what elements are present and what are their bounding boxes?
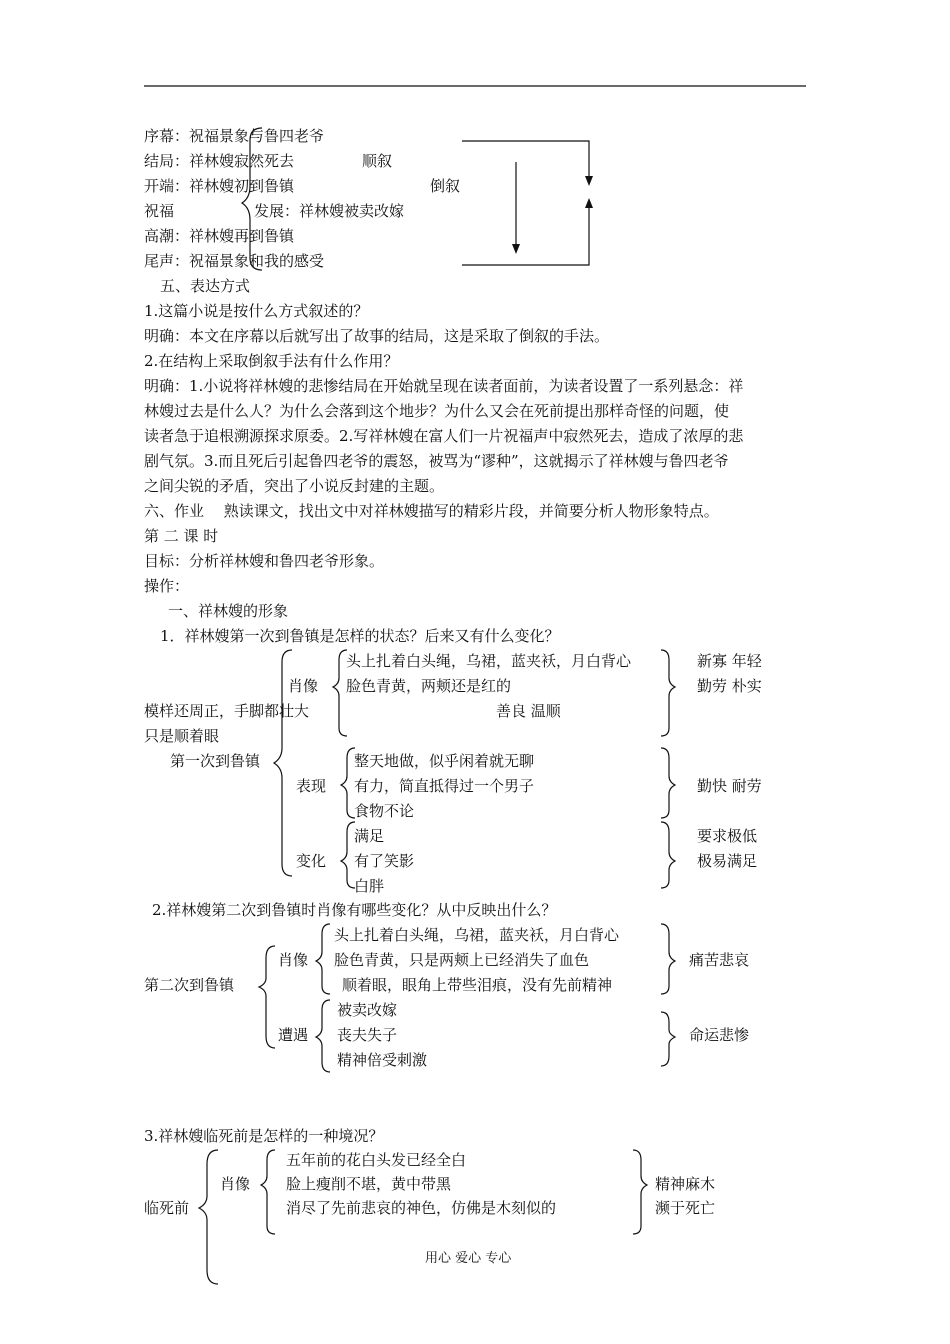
structure-prologue: 序幕：祝福景象与鲁四老爷 xyxy=(144,127,325,145)
first-portrait-3: 模样还周正，手脚都壮大 xyxy=(144,702,310,720)
second-visit-title: 第二次到鲁镇 xyxy=(144,976,235,994)
second-portrait-result: 痛苦悲哀 xyxy=(689,951,750,969)
operation: 操作： xyxy=(144,577,190,595)
arrow-up-icon xyxy=(585,198,593,208)
near-death-main-brace xyxy=(199,1150,218,1284)
zaoyu-right-brace xyxy=(661,1012,675,1066)
second-portrait-2: 脸色青黄，只是两颊上已经消失了血色 xyxy=(334,951,590,969)
second-portrait-1: 头上扎着白头绳，乌裙，蓝夹袄，月白背心 xyxy=(334,926,620,944)
sub-heading-1: 一、祥林嫂的形象 xyxy=(168,602,289,620)
structure-epilogue: 尾声：祝福景象和我的感受 xyxy=(144,252,325,270)
label-bianhua: 变化 xyxy=(296,852,327,870)
near-death-portrait-3: 消尽了先前悲哀的神色，仿佛是木刻似的 xyxy=(286,1199,557,1217)
bianhua-left-brace xyxy=(341,822,355,888)
xiaoxiang2-right-brace xyxy=(661,924,675,994)
structure-ending: 结局：祥林嫂寂然死去 xyxy=(144,152,295,170)
behavior-1: 整天地做，似乎闲着就无聊 xyxy=(354,752,535,770)
change-3: 白胖 xyxy=(354,877,385,895)
structure-climax: 高潮：祥林嫂再到鲁镇 xyxy=(144,227,295,245)
arrow-down-middle-icon xyxy=(512,244,520,254)
section5-a2-line2: 林嫂过去是什么人？为什么会落到这个地步？为什么又会在死前提出那样奇怪的问题，使 xyxy=(144,402,730,420)
second-visit-question: 2.祥林嫂第二次到鲁镇时肖像有哪些变化？从中反映出什么？ xyxy=(152,901,557,919)
lesson-title: 第 二 课 时 xyxy=(144,527,219,545)
near-death-result-1: 精神麻木 xyxy=(655,1175,716,1193)
fate-3: 精神倍受刺激 xyxy=(337,1051,428,1069)
first-result-3: 善良 温顺 xyxy=(496,702,561,720)
near-death-portrait-2: 脸上瘦削不堪，黄中带黑 xyxy=(286,1175,452,1193)
structure-development: 发展：祥林嫂被卖改嫁 xyxy=(254,202,405,220)
arrow-diagram-top xyxy=(462,141,589,176)
first-result-1: 新寡 年轻 xyxy=(697,652,762,670)
second-visit-main-brace xyxy=(259,946,275,1048)
first-portrait-1: 头上扎着白头绳，乌裙，蓝夹袄，月白背心 xyxy=(346,652,632,670)
structure-title: 祝福 xyxy=(144,202,175,220)
xiaoxiang1-right-brace xyxy=(661,650,675,736)
xiaoxiang3-left-brace xyxy=(261,1150,275,1234)
first-visit-question: 1．祥林嫂第一次到鲁镇是怎样的状态？后来又有什么变化？ xyxy=(160,627,560,645)
change-result-1: 要求极低 xyxy=(697,827,758,845)
xiaoxiang3-right-brace xyxy=(633,1150,647,1234)
goal: 目标：分析祥林嫂和鲁四老爷形象。 xyxy=(144,552,385,570)
near-death-title: 临死前 xyxy=(144,1199,190,1217)
section5-a1: 明确：本文在序幕以后就写出了故事的结局，这是采取了倒叙的手法。 xyxy=(144,327,610,345)
biaoxian-left-brace xyxy=(341,748,355,818)
xiaoxiang2-left-brace xyxy=(316,924,330,994)
near-death-result-2: 濒于死亡 xyxy=(655,1199,716,1217)
bianhua-right-brace xyxy=(661,822,675,888)
zaoyu-left-brace xyxy=(316,1000,330,1072)
change-1: 满足 xyxy=(354,827,385,845)
fate-1: 被卖改嫁 xyxy=(337,1001,398,1019)
homework: 六、作业 熟读课文，找出文中对祥林嫂描写的精彩片段，并简要分析人物形象特点。 xyxy=(144,502,719,520)
section5-a2-line3: 读者急于追根溯源探求原委。2.写祥林嫂在富人们一片祝福声中寂然死去，造成了浓厚的悲 xyxy=(144,427,744,445)
label-daoxu: 倒叙 xyxy=(430,177,461,195)
fate-result: 命运悲惨 xyxy=(689,1026,750,1044)
section5-q2: 2.在结构上采取倒叙手法有什么作用？ xyxy=(144,352,399,370)
near-death-portrait-1: 五年前的花白头发已经全白 xyxy=(286,1151,467,1169)
label-biaoxian: 表现 xyxy=(296,777,327,795)
fate-2: 丧夫失子 xyxy=(337,1026,398,1044)
change-result-2: 极易满足 xyxy=(697,852,758,870)
label-shunxu: 顺叙 xyxy=(362,152,393,170)
first-portrait-4: 只是顺着眼 xyxy=(144,727,220,745)
first-visit-title: 第一次到鲁镇 xyxy=(170,752,261,770)
near-death-question: 3.祥林嫂临死前是怎样的一种境况？ xyxy=(144,1127,384,1145)
section5-a2-line4: 剧气氛。3.而且死后引起鲁四老爷的震怒，被骂为“谬种”，这就揭示了祥林嫂与鲁四老爷 xyxy=(144,452,729,470)
behavior-2: 有力，简直抵得过一个男子 xyxy=(354,777,535,795)
arrow-down-right-icon xyxy=(585,176,593,186)
label-zaoyu: 遭遇 xyxy=(278,1026,309,1044)
structure-brace xyxy=(242,128,262,270)
arrow-diagram-bottom xyxy=(462,208,589,265)
label-xiaoxiang-2: 肖像 xyxy=(278,951,309,969)
page-footer: 用心 爱心 专心 xyxy=(425,1251,512,1266)
section5-a2-line5: 之间尖锐的矛盾，突出了小说反封建的主题。 xyxy=(144,477,445,495)
first-portrait-2: 脸色青黄，两颊还是红的 xyxy=(346,677,512,695)
second-portrait-3: 顺着眼，眼角上带些泪痕，没有先前精神 xyxy=(342,976,613,994)
section5-heading: 五、表达方式 xyxy=(160,277,251,295)
section5-q1: 1.这篇小说是按什么方式叙述的？ xyxy=(144,302,369,320)
change-2: 有了笑影 xyxy=(354,852,415,870)
xiaoxiang1-left-brace xyxy=(333,650,347,736)
biaoxian-right-brace xyxy=(661,748,675,818)
behavior-result: 勤快 耐劳 xyxy=(697,777,762,795)
first-result-2: 勤劳 朴实 xyxy=(697,677,762,695)
behavior-3: 食物不论 xyxy=(354,802,415,820)
label-xiaoxiang-3: 肖像 xyxy=(220,1175,251,1193)
label-xiaoxiang-1: 肖像 xyxy=(288,677,319,695)
structure-beginning: 开端：祥林嫂初到鲁镇 xyxy=(144,177,295,195)
section5-a2-line1: 明确：1.小说将祥林嫂的悲惨结局在开始就呈现在读者面前，为读者设置了一系列悬念：祥 xyxy=(144,377,744,395)
